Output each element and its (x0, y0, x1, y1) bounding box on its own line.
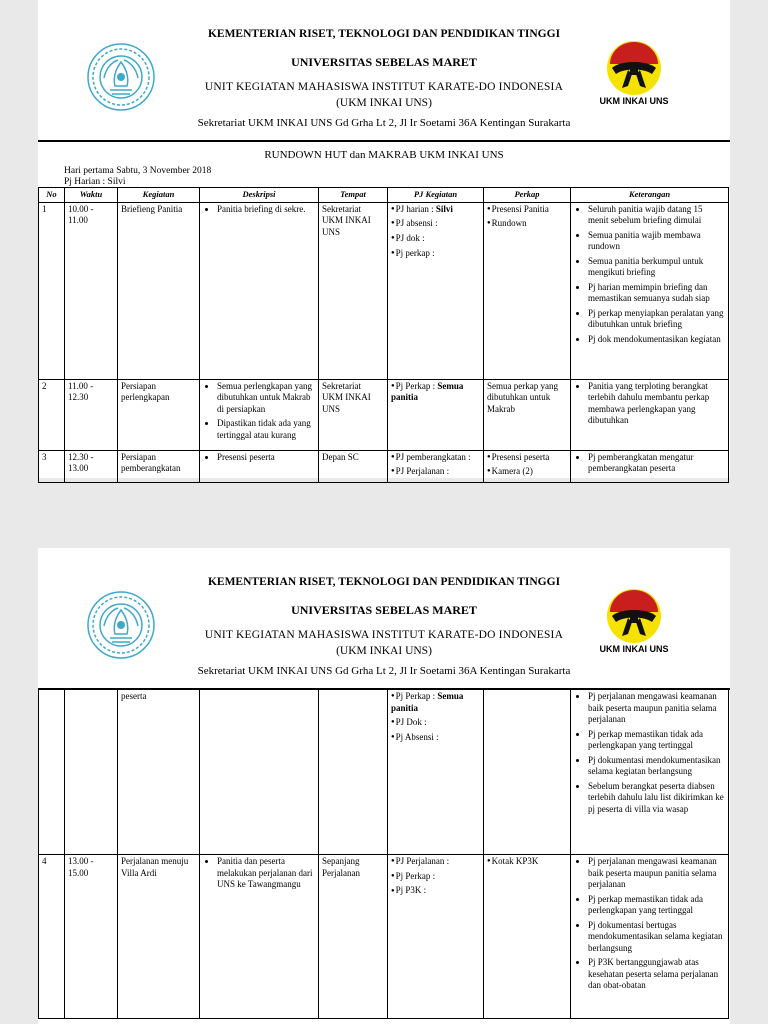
secretariat-address: Sekretariat UKM INKAI UNS Gd Grha Lt 2, Jl Ir Soetami 36A Kentingan Surakarta (197, 665, 571, 677)
cell-deskripsi (200, 450, 319, 482)
inkai-black-belt-logo-icon (600, 586, 668, 658)
column-header: PJ Kegiatan (388, 188, 484, 203)
keterangan-item: • Pj harian memimpin briefing dan memastikan semuanya sudah siap (588, 282, 725, 305)
deskripsi-item: • Panitia dan peserta melakukan perjalanan dari UNS ke Tawangmangu (217, 856, 315, 891)
table-row (39, 202, 729, 379)
cell-tempat: Depan SC (319, 450, 388, 482)
unit-heading: UNIT KEGIATAN MAHASISWA INSTITUT KARATE-DO INDONESIA (204, 81, 564, 93)
table-row (39, 855, 729, 1019)
keterangan-item: • Pj dokumentasi mendokumentasikan selama kegiatan berlangsung (588, 755, 725, 778)
unit-heading: UNIT KEGIATAN MAHASISWA INSTITUT KARATE-DO INDONESIA (204, 629, 564, 641)
perkap-item: ● Kamera (2) (487, 466, 567, 478)
cell-waktu: 11.00 - 12.30 (65, 379, 118, 450)
rundown-table (38, 187, 729, 483)
cell-kegiatan: peserta (118, 690, 200, 855)
pj-item: ● Pj Perkap : Semua panitia (391, 381, 480, 404)
cell-kegiatan: Persiapan perlengkapan (118, 379, 200, 450)
cell-deskripsi (200, 379, 319, 450)
cell-no: 1 (39, 202, 65, 379)
cell-perkap (484, 690, 571, 855)
keterangan-item: • Seluruh panitia wajib datang 15 menit sebelum briefing dimulai (588, 204, 725, 227)
keterangan-item: • Pj perkap memastikan tidak ada perlengkapan yang tertinggal (588, 894, 725, 917)
cell-keterangan (571, 855, 729, 1019)
pj-item: ● PJ dok : (391, 233, 480, 245)
deskripsi-item: • Panitia briefing di sekre. (217, 204, 315, 216)
ministry-heading: KEMENTERIAN RISET, TEKNOLOGI DAN PENDIDIKAN TINGGI (207, 576, 561, 588)
keterangan-item: • Pj perjalanan mengawasi keamanan baik peserta maupun panitia selama perjalanan (588, 856, 725, 891)
document-page-2 (38, 548, 730, 1024)
perkap-item: ● Kotak KP3K (487, 856, 567, 868)
column-header: Kegiatan (118, 188, 200, 203)
cell-tempat: Sepanjang Perjalanan (319, 855, 388, 1019)
deskripsi-item: • Semua perlengkapan yang dibutuhkan untuk Makrab di persiapkan (217, 381, 315, 416)
university-heading: UNIVERSITAS SEBELAS MARET (291, 55, 477, 69)
keterangan-item: • Pj perkap menyiapkan peralatan yang dibutuhkan untuk briefing (588, 308, 725, 331)
cell-no: 4 (39, 855, 65, 1019)
cell-no: 2 (39, 379, 65, 450)
unit-abbreviation: (UKM INKAI UNS) (336, 645, 432, 657)
pj-item: ● Pj Perkap : Semua panitia (391, 691, 480, 714)
column-header: Waktu (65, 188, 118, 203)
rundown-table-continued (38, 689, 729, 1019)
deskripsi-item: • Dipastikan tidak ada yang tertinggal atau kurang (217, 418, 315, 441)
keterangan-item: • Pj dok mendokumentasikan kegiatan (588, 334, 725, 346)
keterangan-item: • Panitia yang terploting berangkat terlebih dahulu membantu perkap membawa perlengkapan yang dibutuhkan (588, 381, 725, 427)
day-info: Hari pertama Sabtu, 3 November 2018 (64, 166, 212, 176)
unit-abbreviation: (UKM INKAI UNS) (336, 97, 432, 109)
cell-deskripsi (200, 855, 319, 1019)
cell-pj (388, 202, 484, 379)
cell-deskripsi (200, 690, 319, 855)
table-header-row (39, 188, 729, 203)
cell-kegiatan: Perjalanan menuju Villa Ardi (118, 855, 200, 1019)
column-header: Perkap (484, 188, 571, 203)
pj-item: ● Pj P3K : (391, 885, 480, 897)
cell-deskripsi (200, 202, 319, 379)
cell-tempat: Sekretariat UKM INKAI UNS (319, 202, 388, 379)
header-rule (38, 140, 730, 142)
cell-waktu: 13.00 - 15.00 (65, 855, 118, 1019)
logo-label: UKM INKAI UNS (599, 644, 669, 654)
cell-perkap (484, 450, 571, 482)
cell-no: 3 (39, 450, 65, 482)
pj-item: ● Pj perkap : (391, 248, 480, 260)
cell-keterangan (571, 202, 729, 379)
cell-perkap (484, 202, 571, 379)
cell-tempat (319, 690, 388, 855)
pj-item: ● PJ Dok : (391, 717, 480, 729)
pj-harian-info: Pj Harian : Silvi (64, 177, 126, 187)
pj-item: ● PJ Perjalanan : (391, 856, 480, 868)
cell-perkap (484, 855, 571, 1019)
cell-waktu: 10.00 - 11.00 (65, 202, 118, 379)
document-page-1 (38, 0, 730, 478)
keterangan-item: • Pj dokumentasi bertugas mendokumentasikan selama kegiatan berlangsung (588, 920, 725, 955)
deskripsi-item: • Presensi peserta (217, 452, 315, 464)
cell-keterangan (571, 379, 729, 450)
pj-item: ● PJ harian : Silvi (391, 204, 480, 216)
cell-waktu (65, 690, 118, 855)
cell-keterangan (571, 690, 729, 855)
cell-keterangan (571, 450, 729, 482)
cell-pj (388, 379, 484, 450)
secretariat-address: Sekretariat UKM INKAI UNS Gd Grha Lt 2, Jl Ir Soetami 36A Kentingan Surakarta (197, 117, 571, 129)
keterangan-item: • Pj P3K bertanggungjawab atas kesehatan peserta selama perjalanan dan obat-obatan (588, 957, 725, 992)
inkai-black-belt-logo-icon (600, 38, 668, 110)
logo-label: UKM INKAI UNS (599, 96, 669, 106)
document-title: RUNDOWN HUT dan MAKRAB UKM INKAI UNS (264, 149, 504, 161)
cell-pj (388, 855, 484, 1019)
cell-pj (388, 450, 484, 482)
letterhead (38, 548, 730, 698)
perkap-item: ● Rundown (487, 218, 567, 230)
cell-kegiatan: Briefieng Panitia (118, 202, 200, 379)
cell-waktu: 12.30 - 13.00 (65, 450, 118, 482)
pj-item: ● Pj Perkap : (391, 871, 480, 883)
university-heading: UNIVERSITAS SEBELAS MARET (291, 603, 477, 617)
cell-perkap: Semua perkap yang dibutuhkan untuk Makrab (484, 379, 571, 450)
ministry-heading: KEMENTERIAN RISET, TEKNOLOGI DAN PENDIDIKAN TINGGI (207, 28, 561, 40)
column-header: Tempat (319, 188, 388, 203)
cell-no (39, 690, 65, 855)
letterhead (38, 0, 730, 150)
cell-tempat: Sekretariat UKM INKAI UNS (319, 379, 388, 450)
column-header: Keterangan (571, 188, 729, 203)
pj-item: ● PJ Perjalanan : (391, 466, 480, 478)
pj-item: ● PJ pemberangkatan : (391, 452, 480, 464)
pj-item: ● Pj Absensi : (391, 732, 480, 744)
keterangan-item: • Semua panitia wajib membawa rundown (588, 230, 725, 253)
table-row (39, 450, 729, 482)
keterangan-item: • Pj perjalanan mengawasi keamanan baik peserta maupun panitia selama perjalanan (588, 691, 725, 726)
perkap-item: ● Presensi peserta (487, 452, 567, 464)
keterangan-item: • Semua panitia berkumpul untuk mengikuti briefing (588, 256, 725, 279)
keterangan-item: • Pj pemberangkatan mengatur pemberangkatan peserta (588, 452, 725, 475)
perkap-item: ● Presensi Panitia (487, 204, 567, 216)
cell-pj (388, 690, 484, 855)
table-row (39, 690, 729, 855)
column-header: No (39, 188, 65, 203)
pj-item: ● PJ absensi : (391, 218, 480, 230)
keterangan-item: • Pj perkap memastikan tidak ada perlengkapan yang tertinggal (588, 729, 725, 752)
cell-kegiatan: Persiapan pemberangkatan (118, 450, 200, 482)
column-header: Deskripsi (200, 188, 319, 203)
keterangan-item: • Sebelum berangkat peserta diabsen terlebih dahulu lalu list dikirimkan ke pj peserta di villa via wasap (588, 781, 725, 816)
table-row (39, 379, 729, 450)
